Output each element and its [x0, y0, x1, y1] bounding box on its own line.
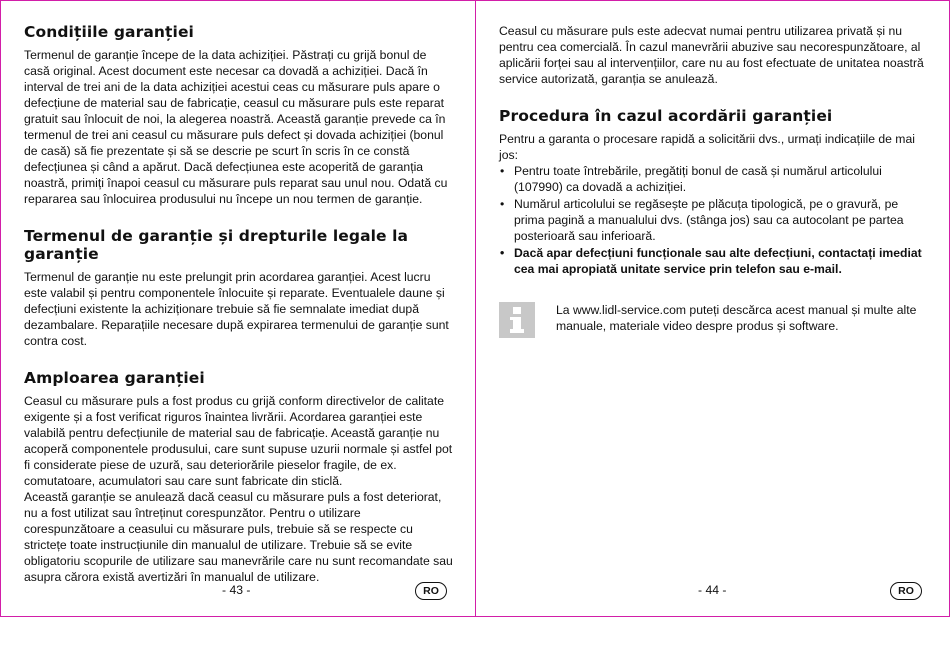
- page-number: - 44 -: [698, 583, 727, 597]
- section-heading: Condițiile garanției: [24, 23, 194, 41]
- list-item: • Dacă apar defecțiuni funcționale sau alte defecțiuni, contactați imediat cea mai apropiată unitate service prin telefon sau e-mail.: [499, 245, 927, 277]
- page-left: [0, 0, 476, 617]
- lead-paragraph: Pentru a garanta o procesare rapidă a solicitării dvs., urmați indicațiile de mai jos:: [499, 132, 915, 162]
- page-right: [475, 0, 950, 617]
- intro-block: [499, 23, 927, 87]
- section-warranty-conditions: [24, 23, 454, 207]
- page-number: - 43 -: [222, 583, 251, 597]
- left-page-content: [24, 23, 454, 605]
- section-paragraph: Termenul de garanție începe de la data achiziției. Păstrați cu grijă bonul de casă original. Acest document este necesar ca dovadă a achiziției. Dacă în interval de trei ani de la data achiziției acestui ceas cu măsurare puls apare o defecțiune de material sau de fabricație, ceasul cu măsurare puls este reparat gratuit sau înlocuit de noi, la alegerea noastră. Această garanție prevede ca în termenul de trei ani ceasul cu măsurare puls defect și dovada achiziției (bonul de casă) să fie prezentate și să se descrie pe scurt în scris în ce constă defecțiunea și când a apărut. Dacă defecțiunea este acoperită de garanția noastră, primiți înapoi ceasul cu măsurare puls reparat sau unul nou. Odată cu repararea sau înlocuirea produsului nu începe un nou termen de garanție.: [24, 48, 448, 206]
- language-badge: RO: [415, 582, 447, 600]
- section-paragraph: Ceasul cu măsurare puls a fost produs cu grijă conform directivelor de calitate exigente și a fost verificat riguros înaintea livrării. Acordarea garanției este valabilă pentru defecțiunile de material sau de fabricație. Această garanție nu acoperă componentele produsului, care sunt supuse uzurii normale și astfel pot fi considerate piese de uzură, sau deteriorările pieselor fragile, de ex. comutatoare, acumulatori sau care sunt fabricate din sticlă.: [24, 394, 453, 488]
- intro-paragraph: Ceasul cu măsurare puls este adecvat numai pentru utilizarea privată și nu pentru cea comercială. În cazul manevrării abuzive sau necorespunzătoare, al aplicării forței sau al intervențiilor, care nu au fost efectuate de unitatea noastră service autorizată, garanția se anulează.: [499, 24, 924, 86]
- section-paragraph: Această garanție se anulează dacă ceasul cu măsurare puls a fost deteriorat, nu a fost utilizat sau întreținut corespunzător. Pentru o utilizare corespunzătoare a ceasului cu măsurare puls, trebuie să se respecte cu strictețe toate instrucțiunile din manualul de utilizare. Trebuie să se evite obligatoriu scopurile de utilizare sau manevrările care nu sunt recomandate sau asupra cărora există avertizări în manualul de utilizare.: [24, 490, 453, 584]
- list-item: • Pentru toate întrebările, pregătiți bonul de casă și numărul articolului (107990) ca dovadă a achiziției.: [499, 163, 927, 195]
- section-paragraph: Termenul de garanție nu este prelungit prin acordarea garanției. Acest lucru este valabil și pentru componentele înlocuite și reparate. Eventualele daune și defecțiuni existente la achiziționare trebuie să fie semnalate imediat după dezambalare. Reparațiile necesare după expirarea termenului de garanție sunt contra cost.: [24, 270, 449, 348]
- info-text: La www.lidl-service.com puteți descărca acest manual și multe alte manuale, materiale video despre produs și software.: [556, 303, 917, 333]
- section-heading: Termenul de garanție și drepturile legale la garanție: [24, 227, 409, 263]
- info-icon: [499, 302, 535, 338]
- section-warranty-scope: [24, 369, 454, 585]
- info-note: [499, 302, 927, 342]
- section-heading: Amploarea garanției: [24, 369, 205, 387]
- section-heading: Procedura în cazul acordării garanției: [499, 107, 833, 125]
- section-warranty-term: [24, 227, 454, 349]
- procedure-list: [499, 163, 927, 277]
- language-badge: RO: [890, 582, 922, 600]
- section-warranty-procedure: [499, 107, 927, 277]
- list-item: • Numărul articolului se regăsește pe plăcuța tipologică, pe o gravură, pe prima pagină a manualului dvs. (stânga jos) sau ca autocolant pe partea posterioară sau inferioară.: [499, 196, 927, 244]
- right-page-content: [499, 23, 927, 342]
